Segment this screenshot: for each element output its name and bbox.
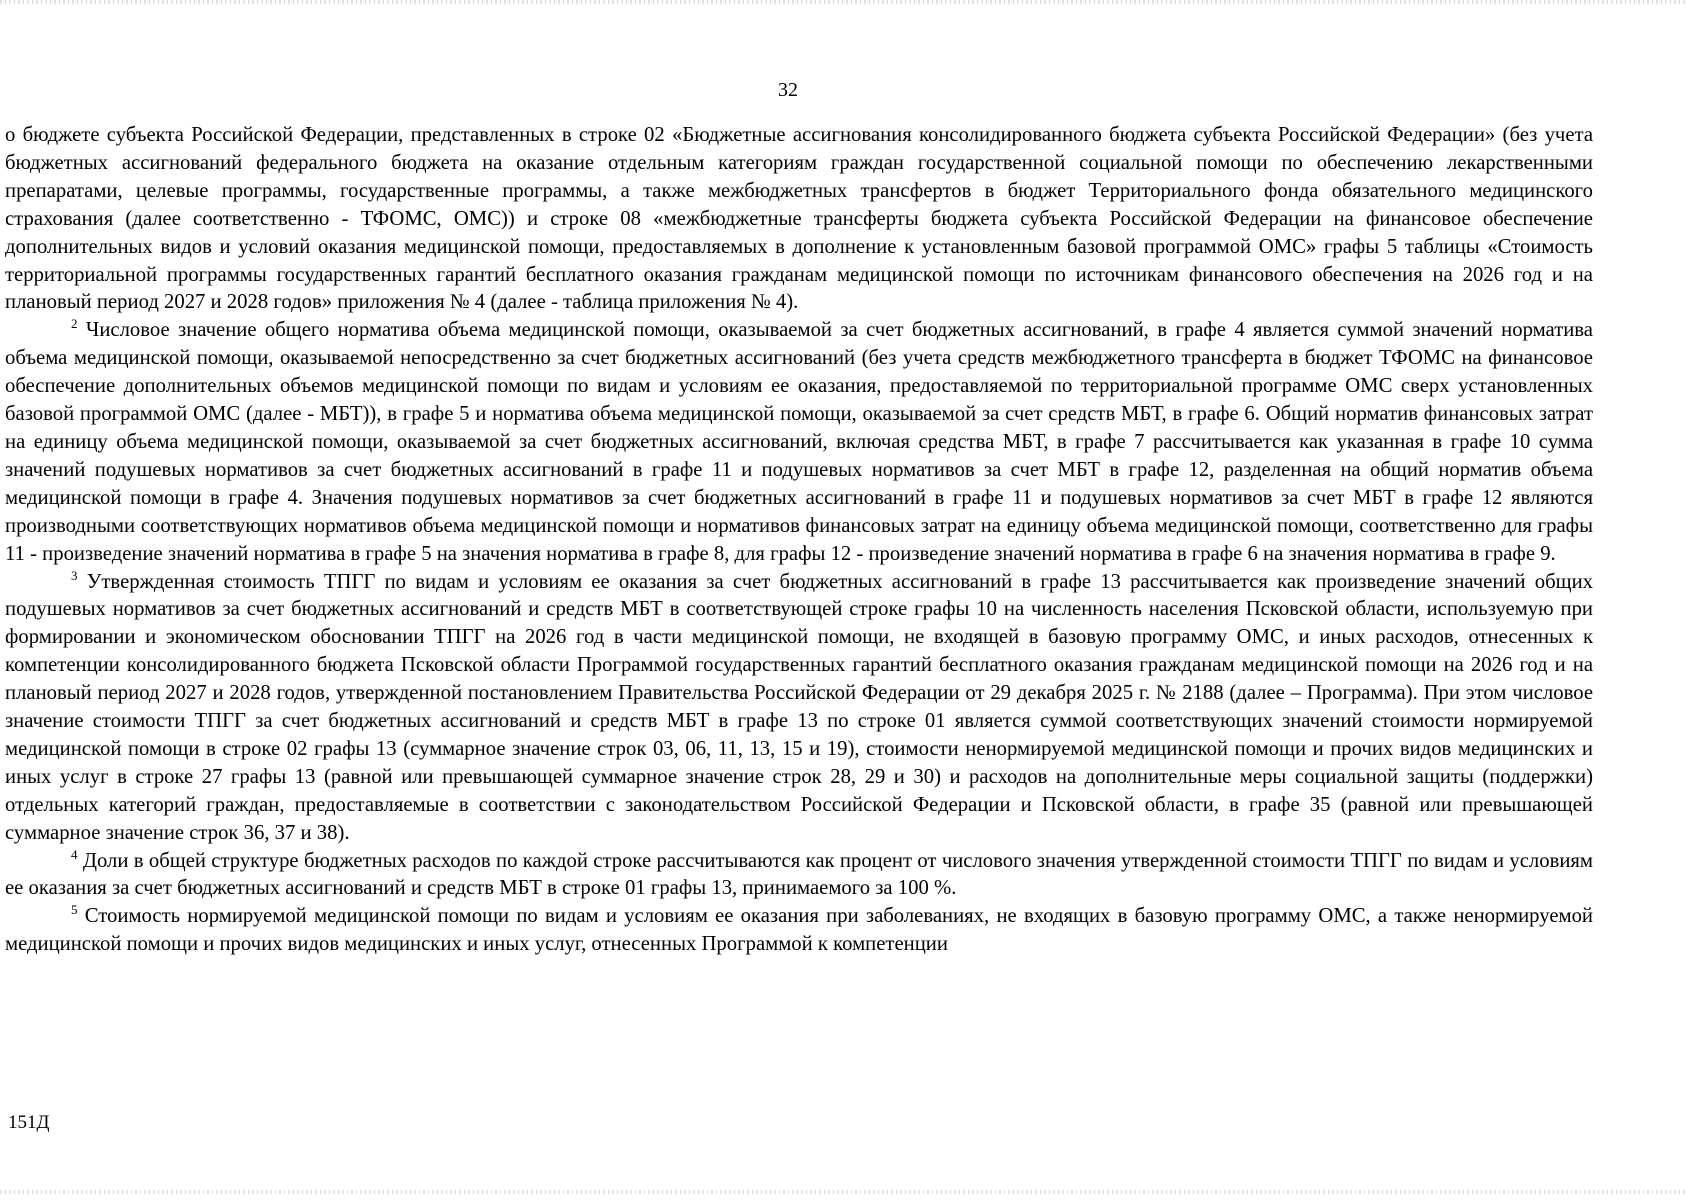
paragraph-continuation — [5, 122, 1593, 317]
footnote-4 — [5, 848, 1593, 904]
footnote-text: Числовое значение общего норматива объема медицинской помощи, оказываемой за счет бюджетных ассигнований, в графе 4 является суммой значений норматива объема медицинской помощи, оказываемой непосредственно за счет бюджетных ассигнований (без учета средств межбюджетного трансферта в бюджет ТФОМС на финансовое обеспечение дополнительных объемов медицинской помощи по видам и условиям ее оказания, предоставляемой по территориальной программе ОМС сверх установленных базовой программой ОМС (далее - МБТ)), в графе 5 и норматива объема медицинской помощи, оказываемой за счет средств МБТ, в графе 6. Общий норматив финансовых затрат на единицу объема медицинской помощи, оказываемой за счет бюджетных ассигнований, включая средства МБТ, в графе 7 рассчитывается как указанная в графе 10 сумма значений подушевых нормативов за счет бюджетных ассигнований в графе 11 и подушевых нормативов за счет МБТ в графе 12, разделенная на общий норматив объема медицинской помощи в графе 4. Значения подушевых нормативов за счет бюджетных ассигнований в графе 11 и подушевых нормативов за счет МБТ в графе 12 являются производными соответствующих нормативов объема медицинской помощи и нормативов финансовых затрат на единицу объема медицинской помощи, соответственно для графы 11 - произведение значений норматива в графе 5 на значения норматива в графе 8, для графы 12 - произведение значений норматива в графе 6 на значения норматива в графе 9. — [5, 319, 1593, 565]
footnote-text: Доли в общей структуре бюджетных расходов по каждой строке рассчитываются как процент от числового значения утвержденной стоимости ТПГГ по видам и условиям ее оказания за счет бюджетных ассигнований и средств МБТ в строке 01 графы 13, принимаемого за 100 %. — [5, 849, 1594, 900]
paragraph-text: о бюджете субъекта Российской Федерации, представленных в строке 02 «Бюджетные ассигнования консолидированного бюджета субъекта Российской Федерации» (без учета бюджетных ассигнований федерального бюджета на оказание отдельным категориям граждан государственной социальной помощи по обеспечению лекарственными препаратами, целевые программы, государственные программы, а также межбюджетных трансфертов в бюджет Территориального фонда обязательного медицинского страхования (далее соответственно - ТФОМС, ОМС)) и строке 08 «межбюджетные трансферты бюджета субъекта Российской Федерации на финансовое обеспечение дополнительных видов и условий оказания медицинской помощи, предоставляемых в дополнение к установленным базовой программой ОМС» графы 5 таблицы «Стоимость территориальной программы государственных гарантий бесплатного оказания гражданам медицинской помощи по источникам финансового обеспечения на 2026 год и на плановый период 2027 и 2028 годов» приложения № 4 (далее - таблица приложения № 4). — [5, 124, 1593, 314]
document-body — [5, 122, 1593, 959]
document-footer-code: 151Д — [8, 1112, 50, 1133]
footnote-text: Утвержденная стоимость ТПГГ по видам и условиям ее оказания за счет бюджетных ассигнований в графе 13 рассчитывается как произведение значений общих подушевых нормативов за счет бюджетных ассигнований и средств МБТ в соответствующей строке графы 10 на численность населения Псковской области, используемую при формировании и экономическом обосновании ТПГГ на 2026 год в части медицинской помощи, не входящей в базовую программу ОМС, и иных расходов, отнесенных к компетенции консолидированного бюджета Псковской области Программой государственных гарантий бесплатного оказания гражданам медицинской помощи на 2026 год и на плановый период 2027 и 2028 годов, утвержденной постановлением Правительства Российской Федерации от 29 декабря 2025 г. № 2188 (далее – Программа). При этом числовое значение стоимости ТПГГ за счет бюджетных ассигнований и средств МБТ в графе 13 по строке 01 является суммой соответствующих значений стоимости нормируемой медицинской помощи в строке 02 графы 13 (суммарное значение строк 03, 06, 11, 13, 15 и 19), стоимости ненормируемой медицинской помощи и прочих видов медицинских и иных услуг в строке 27 графы 13 (равной или превышающей суммарное значение строк 28, 29 и 30) и расходов на дополнительные меры социальной защиты (поддержки) отдельных категорий граждан, предоставляемые в соответствии с законодательством Российской Федерации и Псковской области, в графе 35 (равной или превышающей суммарное значение строк 36, 37 и 38). — [5, 570, 1593, 844]
footnote-marker: 3 — [71, 567, 78, 583]
footnote-marker: 4 — [71, 846, 78, 862]
scan-edge-top — [0, 0, 1686, 4]
footnote-3 — [5, 569, 1593, 848]
footnote-marker: 2 — [71, 316, 78, 332]
footnote-5 — [5, 903, 1593, 959]
footnote-2 — [5, 317, 1593, 568]
footnote-text: Стоимость нормируемой медицинской помощи по видам и условиям ее оказания при заболеваниях, не входящих в базовую программу ОМС, а также ненормируемой медицинской помощи и прочих видов медицинских и иных услуг, отнесенных Программой к компетенции — [5, 905, 1594, 956]
footnote-marker: 5 — [71, 902, 78, 918]
page-number: 32 — [778, 79, 798, 101]
scan-edge-bottom — [0, 1190, 1686, 1194]
